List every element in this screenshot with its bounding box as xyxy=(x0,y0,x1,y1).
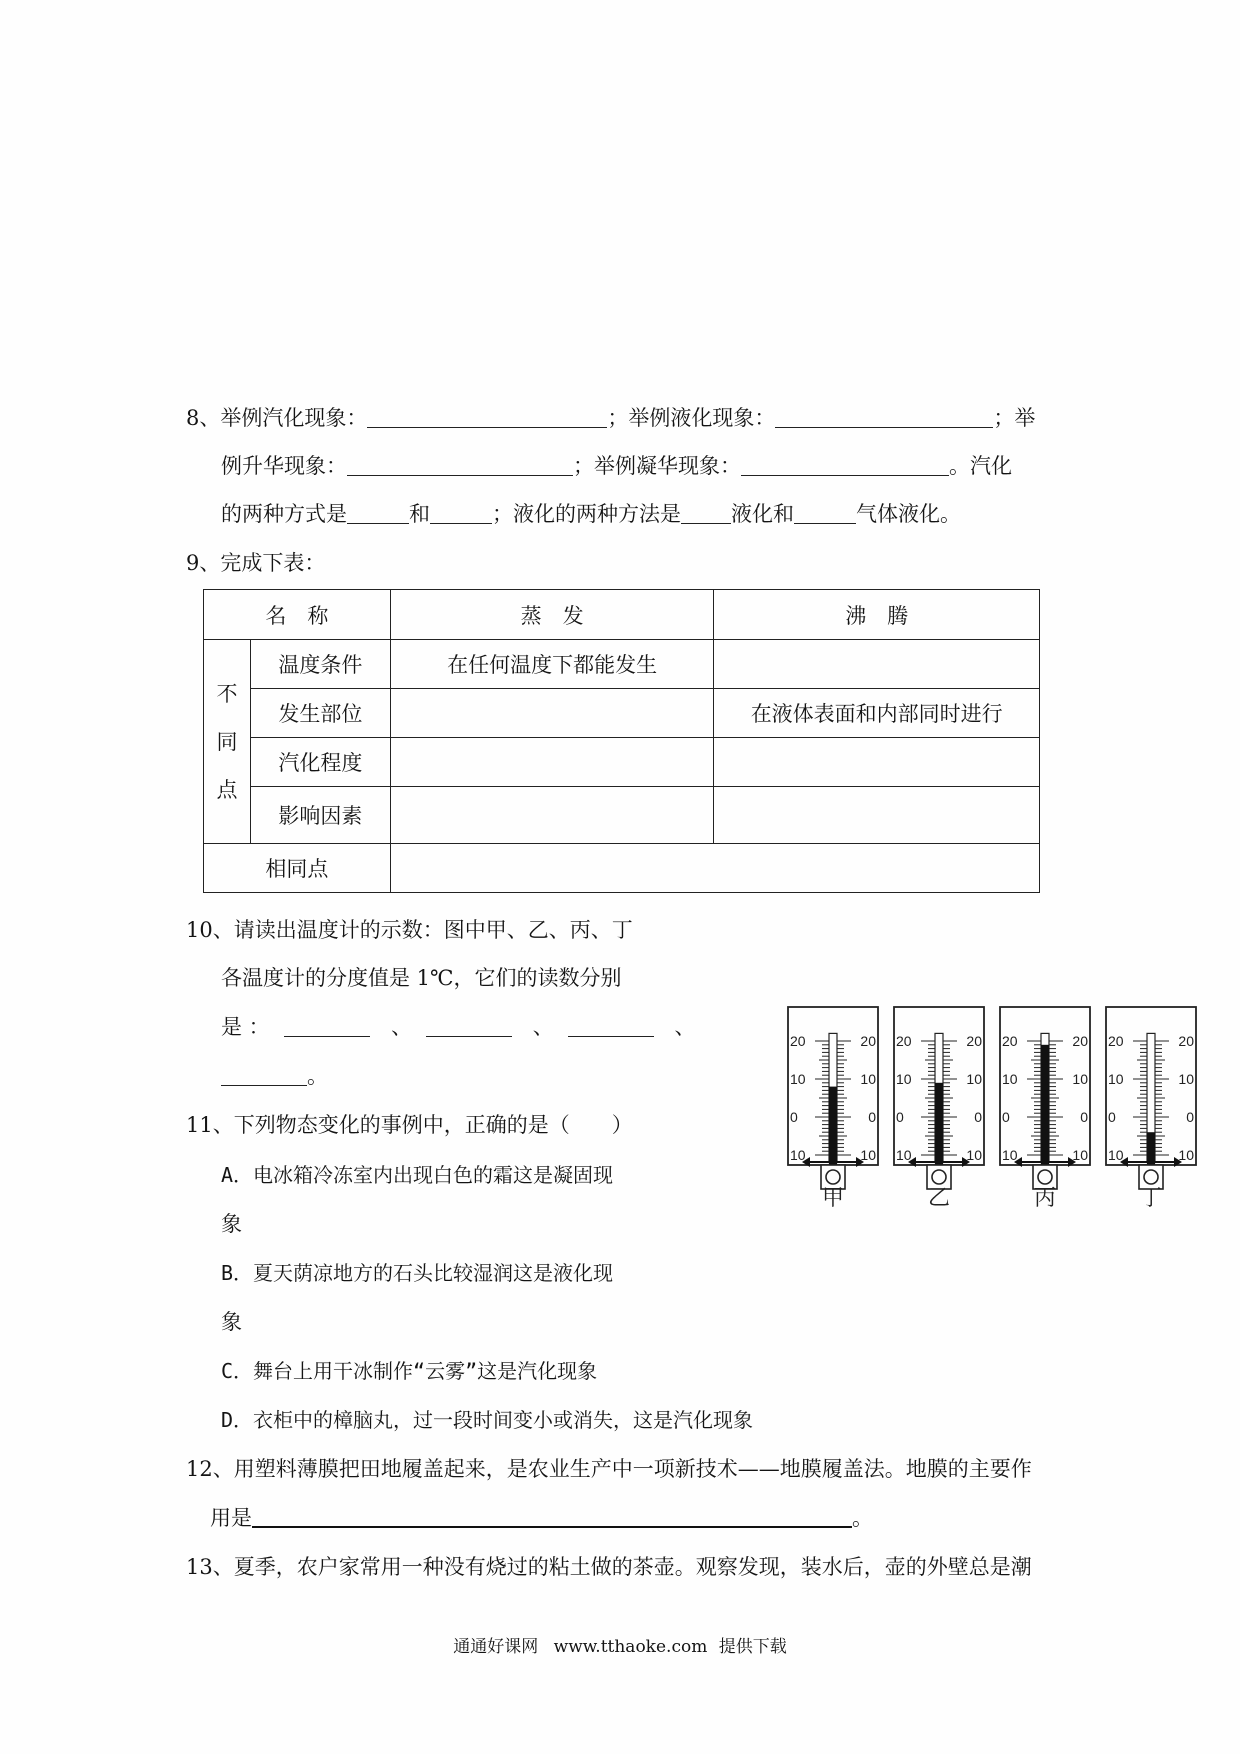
answer-blank[interactable] xyxy=(252,1504,852,1528)
scale-label-left: 0 xyxy=(896,1109,904,1125)
row-label: 汽化程度 xyxy=(250,738,390,787)
header-evaporation: 蒸 发 xyxy=(390,590,714,640)
thermometer xyxy=(1000,1007,1090,1211)
scale-label-left: 0 xyxy=(1002,1109,1010,1125)
scale-label-left: 0 xyxy=(790,1109,798,1125)
scale-label-left: 10 xyxy=(790,1071,806,1087)
evaporation-cell[interactable]: 在任何温度下都能发生 xyxy=(390,640,714,689)
table-row xyxy=(204,640,1040,689)
scale-label-left: 20 xyxy=(1108,1033,1124,1049)
q11-stem: 11、下列物态变化的事例中，正确的是（ ） xyxy=(186,1113,633,1137)
q8-text: 的两种方式是 xyxy=(221,502,347,526)
scale-label-right: 0 xyxy=(868,1109,876,1125)
footer-site-name: 通通好课网 xyxy=(453,1637,539,1657)
answer-blank[interactable] xyxy=(430,501,492,524)
evaporation-cell[interactable] xyxy=(390,787,714,844)
answer-blank[interactable] xyxy=(681,501,731,524)
scale-label-right: 0 xyxy=(1186,1109,1194,1125)
table-row xyxy=(204,738,1040,787)
q8-text: ；举 xyxy=(993,406,1036,430)
thermometer-figure xyxy=(780,1005,1194,1211)
scale-label-right: 10 xyxy=(860,1071,876,1087)
q10-line-2: 各温度计的分度值是 1℃，它们的读数分别 xyxy=(221,966,622,990)
row-label: 温度条件 xyxy=(250,640,390,689)
scale-label-left: 10 xyxy=(896,1147,912,1163)
answer-blank[interactable] xyxy=(794,501,856,524)
answer-blank[interactable] xyxy=(347,501,409,524)
scale-label-left: 20 xyxy=(790,1033,806,1049)
q11-option-a[interactable]: A．电冰箱冷冻室内出现白色的霜这是凝固现 xyxy=(221,1163,614,1187)
q10-line-4 xyxy=(221,1061,328,1091)
q8-text: 和 xyxy=(409,502,430,526)
q8-line-1 xyxy=(186,403,1035,433)
q11-option-b-cont: 象 xyxy=(221,1310,242,1334)
evaporation-cell[interactable] xyxy=(390,689,714,738)
q10-text: 是 ： xyxy=(221,1015,270,1039)
separator: 、 xyxy=(532,1015,554,1039)
scale-label-left: 10 xyxy=(1108,1147,1124,1163)
separator: 、 xyxy=(674,1015,696,1039)
header-name: 名 称 xyxy=(204,590,391,640)
thermometer xyxy=(788,1007,878,1211)
q8-line-3 xyxy=(221,499,961,529)
boiling-cell[interactable] xyxy=(714,640,1040,689)
mercury-column xyxy=(829,1087,837,1167)
q11-option-a-cont: 象 xyxy=(221,1212,242,1236)
same-label: 相同点 xyxy=(204,844,391,893)
answer-blank[interactable] xyxy=(741,453,949,476)
q11-option-d[interactable]: D．衣柜中的樟脑丸，过一段时间变小或消失，这是汽化现象 xyxy=(221,1408,754,1432)
same-cell[interactable] xyxy=(390,844,1039,893)
boiling-cell[interactable] xyxy=(714,787,1040,844)
scale-label-left: 10 xyxy=(1002,1071,1018,1087)
reading-blank-ding[interactable] xyxy=(221,1063,307,1086)
footer-note: 提供下载 xyxy=(718,1637,787,1657)
table-header-row xyxy=(204,590,1040,640)
thermometer-label: 丁 xyxy=(1139,1186,1163,1211)
thermometer-svg xyxy=(780,1005,1194,1211)
q10-line-1: 10、请读出温度计的示数：图中甲、乙、丙、丁 xyxy=(186,918,633,942)
q8-text: ；举例凝华现象： xyxy=(573,454,741,478)
thermometer-label: 甲 xyxy=(821,1186,845,1211)
scale-label-right: 0 xyxy=(1080,1109,1088,1125)
comparison-table xyxy=(203,589,1040,893)
q11-option-c[interactable]: C．舞台上用干冰制作“云雾”这是汽化现象 xyxy=(221,1359,598,1383)
scale-label-right: 20 xyxy=(1178,1033,1194,1049)
scale-label-right: 10 xyxy=(1178,1071,1194,1087)
q8-text: 液化和 xyxy=(731,502,794,526)
reading-blank-yi[interactable] xyxy=(426,1014,512,1037)
scale-label-left: 20 xyxy=(1002,1033,1018,1049)
row-label: 影响因素 xyxy=(250,787,390,844)
scale-label-right: 10 xyxy=(1072,1147,1088,1163)
boiling-cell[interactable]: 在液体表面和内部同时进行 xyxy=(714,689,1040,738)
thermometer-label: 乙 xyxy=(927,1186,951,1211)
table-row xyxy=(204,689,1040,738)
scale-label-left: 0 xyxy=(1108,1109,1116,1125)
reading-blank-bing[interactable] xyxy=(568,1014,654,1037)
q12-line-1: 12、用塑料薄膜把田地履盖起来，是农业生产中一项新技术——地膜履盖法。地膜的主要作 xyxy=(186,1457,1032,1481)
q12-text: 。 xyxy=(852,1506,873,1530)
differences-char: 不 xyxy=(216,681,238,706)
separator: 、 xyxy=(391,1015,413,1039)
scale-label-right: 10 xyxy=(1178,1147,1194,1163)
q8-text: ；举例液化现象： xyxy=(607,406,776,430)
q8-line-2 xyxy=(221,451,1012,481)
q10-text: 。 xyxy=(307,1064,328,1088)
scale-label-left: 20 xyxy=(896,1033,912,1049)
header-boiling: 沸 腾 xyxy=(714,590,1040,640)
answer-blank[interactable] xyxy=(367,405,607,428)
scale-label-right: 10 xyxy=(966,1071,982,1087)
scale-label-right: 10 xyxy=(1072,1071,1088,1087)
q8-text: 8、举例汽化现象： xyxy=(186,406,368,430)
q8-text: 。汽化 xyxy=(949,454,1012,478)
q10-line-3 xyxy=(221,1012,695,1042)
scale-label-left: 10 xyxy=(790,1147,806,1163)
scale-label-right: 20 xyxy=(860,1033,876,1049)
scale-label-left: 10 xyxy=(1108,1071,1124,1087)
answer-blank[interactable] xyxy=(775,405,993,428)
scale-label-left: 10 xyxy=(1002,1147,1018,1163)
bulb xyxy=(1038,1170,1052,1184)
scale-label-right: 10 xyxy=(966,1147,982,1163)
bulb xyxy=(1144,1170,1158,1184)
scale-label-right: 20 xyxy=(1072,1033,1088,1049)
table-row xyxy=(204,787,1040,844)
thermometer-label: 丙 xyxy=(1033,1186,1057,1211)
evaporation-cell[interactable] xyxy=(390,738,714,787)
table-row xyxy=(204,844,1040,893)
q8-text: 例升华现象： xyxy=(221,454,347,478)
scale-label-right: 10 xyxy=(860,1147,876,1163)
footer-url[interactable]: www.tthaoke.com xyxy=(553,1637,708,1657)
row-label: 发生部位 xyxy=(250,689,390,738)
bulb xyxy=(932,1170,946,1184)
scale-label-right: 20 xyxy=(966,1033,982,1049)
reading-blank-jia[interactable] xyxy=(284,1014,370,1037)
differences-char: 同 xyxy=(216,729,238,754)
scale-label-right: 0 xyxy=(974,1109,982,1125)
page-footer xyxy=(0,1632,1240,1657)
q9-title: 9、完成下表： xyxy=(186,551,326,575)
q8-text: 气体液化。 xyxy=(856,502,961,526)
answer-blank[interactable] xyxy=(347,453,573,476)
differences-char: 点 xyxy=(216,777,238,802)
bulb xyxy=(826,1170,840,1184)
q12-line-2 xyxy=(210,1503,873,1533)
boiling-cell[interactable] xyxy=(714,738,1040,787)
scale-label-left: 10 xyxy=(896,1071,912,1087)
q11-option-b[interactable]: B．夏天荫凉地方的石头比较湿润这是液化现 xyxy=(221,1261,614,1285)
thermometer xyxy=(894,1007,984,1211)
mercury-column xyxy=(1041,1045,1049,1167)
differences-label xyxy=(204,640,251,844)
q12-text: 用是 xyxy=(210,1506,252,1530)
q8-text: ；液化的两种方法是 xyxy=(492,502,681,526)
thermometer xyxy=(1106,1007,1196,1211)
mercury-column xyxy=(935,1083,943,1167)
q13-line-1: 13、夏季，农户家常用一种没有烧过的粘土做的茶壶。观察发现，装水后，壶的外壁总是潮 xyxy=(186,1555,1032,1579)
